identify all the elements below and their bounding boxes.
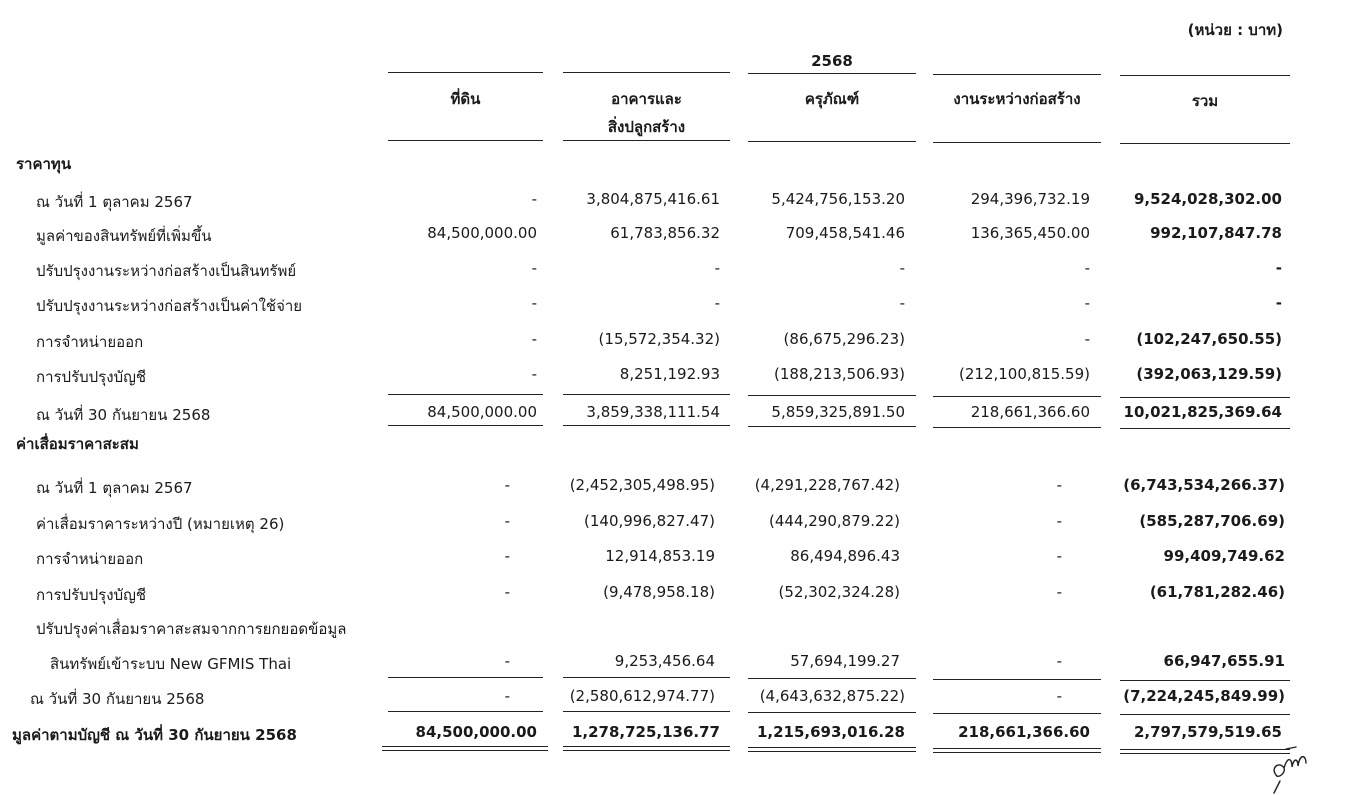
cell-wip: - xyxy=(1056,583,1062,601)
cell-land: 84,500,000.00 xyxy=(427,224,537,242)
cell-buildings: 12,914,853.19 xyxy=(605,547,715,565)
cell-land: - xyxy=(504,583,510,601)
cell-equipment: (4,291,228,767.42) xyxy=(754,476,900,494)
cell-land: - xyxy=(504,652,510,670)
subtotal-bottom-rule xyxy=(748,426,916,427)
cell-equipment: (444,290,879.22) xyxy=(769,512,900,530)
final-double-rule xyxy=(748,747,916,748)
cell-equipment: 709,458,541.46 xyxy=(785,224,905,242)
row-label: ณ วันที่ 1 ตุลาคม 2567 xyxy=(36,193,193,211)
cell-wip: - xyxy=(1056,476,1062,494)
dep-subtotal-bottom-rule xyxy=(748,712,916,713)
cell-wip: - xyxy=(1084,259,1090,277)
table-row xyxy=(0,541,1345,575)
cell-buildings: 61,783,856.32 xyxy=(610,224,720,242)
cell-equipment: (4,643,632,875.22) xyxy=(759,687,905,705)
cell-buildings: 3,859,338,111.54 xyxy=(586,403,720,421)
final-double-rule xyxy=(933,748,1101,749)
cell-buildings: 1,278,725,136.77 xyxy=(571,723,720,741)
unit-label: (หน่วย : บาท) xyxy=(1187,21,1283,39)
subtotal-rule xyxy=(748,395,916,396)
cell-equipment: (188,213,506.93) xyxy=(774,365,905,383)
subtotal-bottom-rule xyxy=(388,425,543,426)
cell-total: - xyxy=(1275,294,1282,312)
cell-total: (102,247,650.55) xyxy=(1136,330,1282,348)
header-rule-wip xyxy=(933,74,1101,75)
table-row xyxy=(0,359,1345,393)
cell-total: 992,107,847.78 xyxy=(1150,224,1282,242)
row-label: การปรับปรุงบัญชี xyxy=(36,586,147,604)
cell-equipment: (86,675,296.23) xyxy=(783,330,905,348)
cell-land: - xyxy=(531,365,537,383)
row-label: การจำหน่ายออก xyxy=(36,550,144,568)
cell-wip: 218,661,366.60 xyxy=(958,723,1090,741)
cell-total: 66,947,655.91 xyxy=(1163,652,1285,670)
cell-total: (585,287,706.69) xyxy=(1139,512,1285,530)
cell-total: (61,781,282.46) xyxy=(1149,583,1285,601)
cell-equipment: (52,302,324.28) xyxy=(778,583,900,601)
final-double-rule xyxy=(563,746,730,747)
header-bottom-rule-buildings xyxy=(563,140,730,141)
final-double-rule xyxy=(933,752,1101,753)
cell-buildings: (140,996,827.47) xyxy=(584,512,715,530)
cell-equipment: 57,694,199.27 xyxy=(790,652,900,670)
cell-total: (392,063,129.59) xyxy=(1136,365,1282,383)
cell-total: - xyxy=(1275,259,1282,277)
final-double-rule xyxy=(748,751,916,752)
table-row xyxy=(0,646,1345,680)
dep-subtotal-bottom-rule xyxy=(1120,714,1290,715)
subtotal-rule xyxy=(563,394,730,395)
dep-subtotal-bottom-rule xyxy=(563,711,730,712)
cell-land: - xyxy=(531,190,537,208)
cell-wip: - xyxy=(1056,652,1062,670)
col-header-total: รวม xyxy=(1191,92,1219,110)
header-bottom-rule-total xyxy=(1120,143,1290,144)
dep-subtotal-rule xyxy=(563,677,730,678)
table-row xyxy=(0,611,1345,645)
header-bottom-rule-wip xyxy=(933,142,1101,143)
cell-wip: - xyxy=(1056,512,1062,530)
header-bottom-rule-land xyxy=(388,140,543,141)
table-row xyxy=(0,288,1345,322)
table-row xyxy=(0,577,1345,611)
cell-land: - xyxy=(504,476,510,494)
subtotal-rule xyxy=(388,394,543,395)
col-header-buildings-line2: สิ่งปลูกสร้าง xyxy=(607,118,686,136)
table-row xyxy=(0,506,1345,540)
cell-total: (6,743,534,266.37) xyxy=(1123,476,1285,494)
cell-land: 84,500,000.00 xyxy=(427,403,537,421)
cell-equipment: 1,215,693,016.28 xyxy=(756,723,905,741)
table-row xyxy=(0,681,1345,715)
cell-equipment: - xyxy=(899,259,905,277)
cell-land: - xyxy=(531,330,537,348)
cell-wip: 136,365,450.00 xyxy=(970,224,1090,242)
cell-buildings: 9,253,456.64 xyxy=(614,652,715,670)
final-double-rule xyxy=(563,750,730,751)
row-label: มูลค่าตามบัญชี ณ วันที่ 30 กันยายน 2568 xyxy=(12,726,297,744)
row-label: ณ วันที่ 30 กันยายน 2568 xyxy=(36,406,211,424)
row-label: ค่าเสื่อมราคาระหว่างปี (หมายเหตุ 26) xyxy=(36,515,285,533)
cell-total: 99,409,749.62 xyxy=(1163,547,1285,565)
cell-buildings: (2,580,612,974.77) xyxy=(569,687,715,705)
cell-buildings: (15,572,354.32) xyxy=(598,330,720,348)
subtotal-bottom-rule xyxy=(563,425,730,426)
dep-subtotal-rule xyxy=(388,677,543,678)
row-label: การปรับปรุงบัญชี xyxy=(36,368,147,386)
signature-mark xyxy=(1262,735,1322,795)
cell-buildings: (9,478,958.18) xyxy=(603,583,715,601)
cell-wip: - xyxy=(1084,294,1090,312)
col-header-wip: งานระหว่างก่อสร้าง xyxy=(953,90,1081,108)
header-rule-land xyxy=(388,72,543,73)
dep-subtotal-bottom-rule xyxy=(388,711,543,712)
row-label: การจำหน่ายออก xyxy=(36,333,144,351)
col-header-buildings-line1: อาคารและ xyxy=(611,90,682,108)
row-label: ปรับปรุงงานระหว่างก่อสร้างเป็นค่าใช้จ่าย xyxy=(36,297,303,315)
table-row xyxy=(0,253,1345,287)
cell-land: - xyxy=(504,512,510,530)
header-bottom-rule-equipment xyxy=(748,141,916,142)
row-label: ณ วันที่ 1 ตุลาคม 2567 xyxy=(36,479,193,497)
cell-wip: - xyxy=(1056,547,1062,565)
cell-equipment: - xyxy=(899,294,905,312)
col-header-equipment: ครุภัณฑ์ xyxy=(804,90,860,108)
dep-subtotal-bottom-rule xyxy=(933,713,1101,714)
cell-wip: 218,661,366.60 xyxy=(970,403,1090,421)
cell-total: 10,021,825,369.64 xyxy=(1123,403,1282,421)
cell-equipment: 5,859,325,891.50 xyxy=(771,403,905,421)
cell-wip: - xyxy=(1084,330,1090,348)
cell-land: 84,500,000.00 xyxy=(415,723,537,741)
col-header-land: ที่ดิน xyxy=(450,90,481,108)
cell-wip: 294,396,732.19 xyxy=(970,190,1090,208)
cell-land: - xyxy=(504,547,510,565)
cell-wip: - xyxy=(1056,687,1062,705)
cell-total: 9,524,028,302.00 xyxy=(1133,190,1282,208)
cell-wip: (212,100,815.59) xyxy=(959,365,1090,383)
section-depreciation: ค่าเสื่อมราคาสะสม xyxy=(16,435,139,453)
table-row xyxy=(0,470,1345,504)
cell-equipment: 5,424,756,153.20 xyxy=(771,190,905,208)
table-row xyxy=(0,324,1345,358)
cell-buildings: - xyxy=(714,259,720,277)
cell-land: - xyxy=(531,259,537,277)
row-label: ณ วันที่ 30 กันยายน 2568 xyxy=(30,690,205,708)
cell-buildings: 3,804,875,416.61 xyxy=(586,190,720,208)
subtotal-bottom-rule xyxy=(933,427,1101,428)
cell-equipment: 86,494,896.43 xyxy=(790,547,900,565)
cell-land: - xyxy=(531,294,537,312)
subtotal-bottom-rule xyxy=(1120,428,1290,429)
header-rule-buildings xyxy=(563,72,730,73)
header-rule-total xyxy=(1120,75,1290,76)
dep-subtotal-rule xyxy=(748,678,916,679)
row-label: ปรับปรุงงานระหว่างก่อสร้างเป็นสินทรัพย์ xyxy=(36,262,297,280)
row-label: ปรับปรุงค่าเสื่อมราคาสะสมจากการยกยอดข้อมูล xyxy=(36,620,347,638)
cell-total: 2,797,579,519.65 xyxy=(1133,723,1282,741)
header-rule-year xyxy=(748,73,916,74)
cell-buildings: 8,251,192.93 xyxy=(619,365,720,383)
cell-buildings: - xyxy=(714,294,720,312)
dep-subtotal-rule xyxy=(933,679,1101,680)
table-row xyxy=(0,218,1345,252)
cell-land: - xyxy=(504,687,510,705)
row-label: สินทรัพย์เข้าระบบ New GFMIS Thai xyxy=(50,655,292,673)
final-double-rule xyxy=(382,746,548,747)
section-cost: ราคาทุน xyxy=(16,155,72,173)
final-double-rule xyxy=(382,750,548,751)
cell-buildings: (2,452,305,498.95) xyxy=(569,476,715,494)
year-header: 2568 xyxy=(811,52,853,70)
cell-total: (7,224,245,849.99) xyxy=(1123,687,1285,705)
table-row xyxy=(0,184,1345,218)
row-label: มูลค่าของสินทรัพย์ที่เพิ่มขึ้น xyxy=(36,227,212,245)
